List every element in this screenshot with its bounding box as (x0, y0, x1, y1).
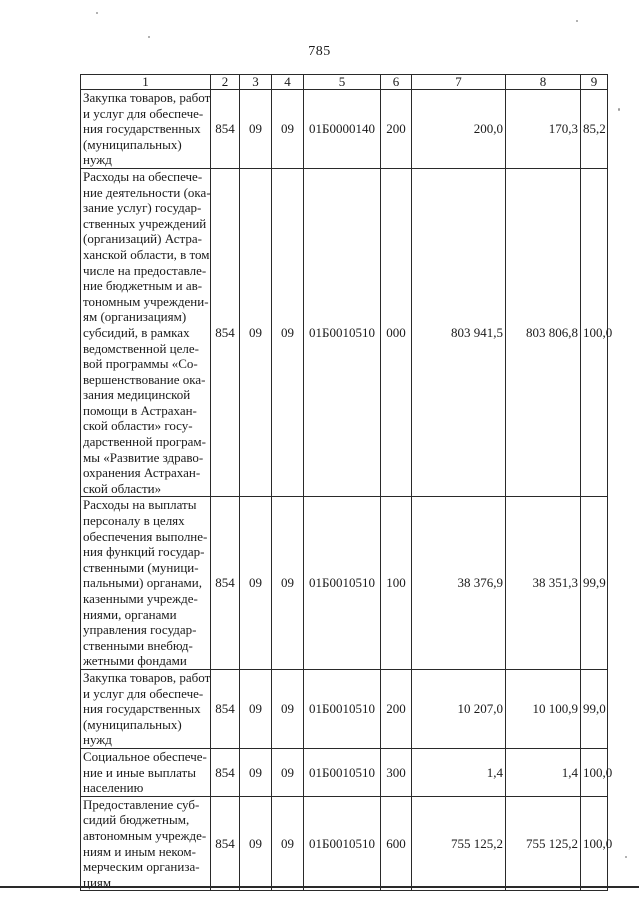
expense-name-line: ственных учреждений (83, 215, 207, 231)
subsection-code-cell: 09 (272, 497, 304, 670)
expense-name-line: ханской области, в том (83, 246, 210, 262)
expense-name-line: обеспечения выполне- (83, 528, 208, 544)
expense-name-cell (81, 90, 211, 169)
ministry-code-cell: 854 (211, 748, 240, 796)
header-cell-pct: 9 (581, 75, 608, 90)
expense-name-line: зания медицинской (83, 387, 191, 403)
expense-name-line: ственными внебюд- (83, 637, 193, 653)
execution-percent-cell: 100,0 (581, 796, 608, 891)
expense-name-cell (81, 497, 211, 670)
expense-name-line: (муниципальных) (83, 136, 182, 152)
header-row (81, 75, 608, 90)
expense-name-line: ния государственных (83, 701, 201, 717)
target-article-cell: 01Б0010510 (304, 497, 381, 670)
expense-name-line: циям (83, 874, 112, 890)
actual-amount-cell: 10 100,9 (506, 669, 581, 748)
expense-name-line: Предоставление суб- (83, 796, 200, 812)
expense-name-line: управления государ- (83, 622, 197, 638)
table-row (81, 497, 608, 670)
expense-name-line: ственными (муници- (83, 559, 199, 575)
header-cell-csr: 5 (304, 75, 381, 90)
expense-type-cell: 300 (381, 748, 412, 796)
section-code-cell: 09 (240, 796, 272, 891)
scan-speck (625, 856, 627, 858)
expense-name-line: ской области» (83, 480, 162, 496)
expense-type-cell: 200 (381, 669, 412, 748)
execution-percent-cell: 100,0 (581, 168, 608, 496)
expense-name-line: охранения Астрахан- (83, 465, 201, 481)
expense-name-line: (организаций) Астра- (83, 231, 202, 247)
target-article-cell: 01Б0010510 (304, 748, 381, 796)
target-article-cell: 01Б0010510 (304, 669, 381, 748)
expense-name-line: субсидий, в рамках (83, 324, 190, 340)
expense-name-line: нужд (83, 152, 112, 168)
scan-speck (148, 36, 150, 38)
budget-table (80, 74, 613, 891)
header-cell-fact: 8 (506, 75, 581, 90)
expense-name-cell (81, 748, 211, 796)
expense-name-line: вершенствование ока- (83, 371, 206, 387)
section-code-cell: 09 (240, 168, 272, 496)
target-article-cell: 01Б0010510 (304, 796, 381, 891)
expense-name-cell (81, 669, 211, 748)
expense-name-line: помощи в Астрахан- (83, 402, 197, 418)
section-code-cell: 09 (240, 669, 272, 748)
table-row (81, 669, 608, 748)
expense-type-cell: 600 (381, 796, 412, 891)
expense-name-cell (81, 796, 211, 891)
expense-name-line: ние деятельности (ока- (83, 184, 211, 200)
ministry-code-cell: 854 (211, 669, 240, 748)
section-code-cell: 09 (240, 748, 272, 796)
table-row (81, 796, 608, 891)
scan-speck (96, 12, 98, 14)
actual-amount-cell: 755 125,2 (506, 796, 581, 891)
subsection-code-cell: 09 (272, 748, 304, 796)
subsection-code-cell: 09 (272, 90, 304, 169)
expense-name-line: жетными фондами (83, 653, 187, 669)
plan-amount-cell: 38 376,9 (412, 497, 506, 670)
expense-name-line: ние и иные выплаты (83, 764, 196, 780)
expense-name-line: автономным учрежде- (83, 827, 207, 843)
expense-name-line: тономным учреждени- (83, 293, 209, 309)
execution-percent-cell: 85,2 (581, 90, 608, 169)
header-cell-plan: 7 (412, 75, 506, 90)
expense-name-line: Социальное обеспече- (83, 748, 207, 764)
page-number: 785 (308, 44, 331, 59)
plan-amount-cell: 10 207,0 (412, 669, 506, 748)
execution-percent-cell: 99,9 (581, 497, 608, 670)
expense-type-cell: 100 (381, 497, 412, 670)
expense-name-line: зание услуг) государ- (83, 200, 202, 216)
ministry-code-cell: 854 (211, 497, 240, 670)
expense-name-line: ской области» госу- (83, 418, 193, 434)
expense-name-line: (муниципальных) (83, 716, 182, 732)
expense-name-line: мы «Развитие здраво- (83, 449, 204, 465)
expense-name-line: мерческим организа- (83, 859, 200, 875)
actual-amount-cell: 1,4 (506, 748, 581, 796)
expense-name-line: ям (организациям) (83, 309, 187, 325)
plan-amount-cell: 1,4 (412, 748, 506, 796)
header-cell-vr: 6 (381, 75, 412, 90)
expense-name-line: числе на предоставле- (83, 262, 207, 278)
plan-amount-cell: 755 125,2 (412, 796, 506, 891)
expense-name-line: казенными учрежде- (83, 591, 198, 606)
expense-type-cell: 200 (381, 90, 412, 169)
ministry-code-cell: 854 (211, 168, 240, 496)
execution-percent-cell: 100,0 (581, 748, 608, 796)
expense-name-line: Расходы на выплаты (83, 497, 197, 513)
expense-name-cell (81, 168, 211, 496)
execution-percent-cell: 99,0 (581, 669, 608, 748)
expense-type-cell: 000 (381, 168, 412, 496)
expense-name-line: ние бюджетным и ав- (83, 278, 203, 294)
table-row (81, 168, 608, 496)
expense-name-line: вой программы «Со- (83, 356, 198, 372)
expense-name-line: пальными) органами, (83, 575, 202, 591)
expense-name-line: ния государственных (83, 121, 201, 137)
expense-name-line: ведомственной целе- (83, 340, 199, 356)
expense-name-line: дарственной програм- (83, 434, 206, 450)
expense-name-line: ниям и иным неком- (83, 843, 196, 859)
expense-name-line: населению (83, 780, 144, 796)
expense-name-line: Закупка товаров, работ (83, 90, 211, 105)
subsection-code-cell: 09 (272, 796, 304, 891)
section-code-cell: 09 (240, 90, 272, 169)
ministry-code-cell: 854 (211, 90, 240, 169)
table-body (81, 90, 613, 891)
scan-speck (618, 108, 620, 111)
expense-name-line: нужд (83, 732, 112, 748)
expense-name-line: персоналу в целях (83, 513, 185, 529)
plan-amount-cell: 803 941,5 (412, 168, 506, 496)
expense-name-line: Расходы на обеспече- (83, 168, 203, 184)
expense-name-line: и услуг для обеспече- (83, 685, 204, 701)
target-article-cell: 01Б0000140 (304, 90, 381, 169)
scan-speck (576, 20, 578, 22)
subsection-code-cell: 09 (272, 669, 304, 748)
ministry-code-cell: 854 (211, 796, 240, 891)
header-cell-rz: 3 (240, 75, 272, 90)
table-row (81, 90, 608, 169)
target-article-cell: 01Б0010510 (304, 168, 381, 496)
bottom-rule (0, 886, 639, 888)
header-cell-name: 1 (81, 75, 211, 90)
table-row (81, 748, 608, 796)
plan-amount-cell: 200,0 (412, 90, 506, 169)
actual-amount-cell: 38 351,3 (506, 497, 581, 670)
expense-name-line: ния функций государ- (83, 544, 205, 560)
expense-name-line: сидий бюджетным, (83, 812, 190, 828)
header-cell-pr: 4 (272, 75, 304, 90)
header-cell-ved: 2 (211, 75, 240, 90)
expense-name-line: Закупка товаров, работ (83, 669, 211, 685)
expense-name-line: и услуг для обеспече- (83, 105, 204, 121)
section-code-cell: 09 (240, 497, 272, 670)
subsection-code-cell: 09 (272, 168, 304, 496)
actual-amount-cell: 803 806,8 (506, 168, 581, 496)
expense-name-line: ниями, органами (83, 606, 177, 622)
actual-amount-cell: 170,3 (506, 90, 581, 169)
